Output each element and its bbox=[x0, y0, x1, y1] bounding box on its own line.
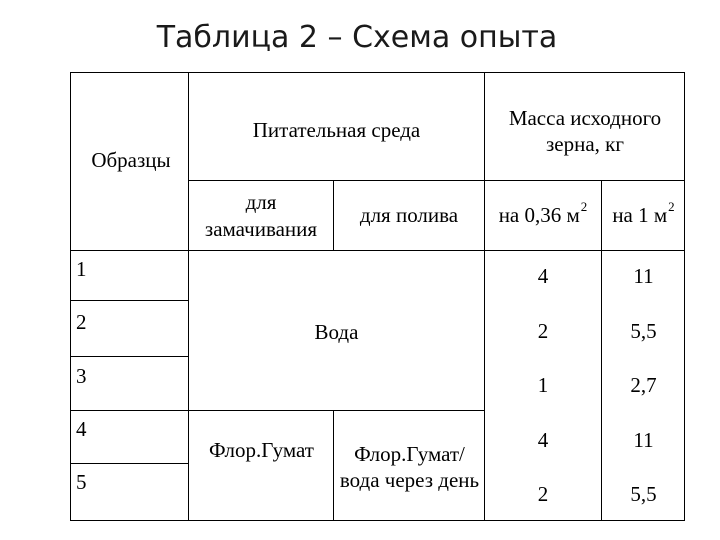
row-5-mass-1: 5,5 bbox=[630, 481, 657, 506]
row-2-sample: 2 bbox=[76, 309, 87, 334]
row-3-mass-036: 1 bbox=[537, 372, 549, 397]
row-5-mass-036: 2 bbox=[537, 481, 549, 506]
table-divider-v2b bbox=[333, 410, 334, 520]
medium-soak-rows-4-5: Флор.Гумат bbox=[209, 437, 314, 462]
row-4-mass-1: 11 bbox=[633, 427, 654, 452]
table-divider-h-row2 bbox=[70, 356, 189, 357]
table-border-top bbox=[70, 72, 685, 73]
table-border-bottom bbox=[70, 520, 685, 521]
row-1-mass-1: 11 bbox=[633, 263, 654, 288]
header-samples: Образцы bbox=[91, 147, 171, 172]
table-divider-h-row3-mid bbox=[188, 410, 485, 411]
medium-water-rows-1-3: Вода bbox=[314, 319, 359, 344]
table-divider-h-row1 bbox=[70, 300, 189, 301]
header-grain-mass: Масса исходного зерна, кг bbox=[508, 105, 662, 156]
row-4-mass-036: 4 bbox=[537, 427, 549, 452]
header-medium: Питательная среда bbox=[252, 117, 421, 142]
row-3-mass-1: 2,7 bbox=[630, 372, 657, 397]
row-2-mass-1: 5,5 bbox=[630, 318, 657, 343]
table-divider-h-row3 bbox=[70, 410, 189, 411]
header-area-1 bbox=[602, 181, 685, 250]
header-area-1-label: на 1 м bbox=[612, 203, 668, 228]
row-4-sample: 4 bbox=[76, 416, 87, 441]
row-5-sample: 5 bbox=[76, 469, 87, 494]
page-title: Таблица 2 – Схема опыта bbox=[156, 20, 558, 55]
header-medium-soak: для замачивания bbox=[204, 190, 318, 241]
table-divider-h-header-end bbox=[70, 250, 685, 251]
medium-water-rows-4-5: Флор.Гумат/вода через день bbox=[339, 441, 480, 492]
header-area-036 bbox=[485, 181, 601, 250]
row-1-mass-036: 4 bbox=[537, 263, 549, 288]
header-area-036-exp: 2 bbox=[580, 199, 588, 215]
row-3-sample: 3 bbox=[76, 363, 87, 388]
row-1-sample: 1 bbox=[76, 256, 87, 281]
header-area-036-label: на 0,36 м bbox=[498, 203, 580, 228]
row-2-mass-036: 2 bbox=[537, 318, 549, 343]
header-area-1-exp: 2 bbox=[668, 199, 675, 215]
table-divider-h-row4 bbox=[70, 463, 189, 464]
table-border-left bbox=[70, 72, 71, 520]
header-medium-water: для полива bbox=[359, 203, 459, 228]
